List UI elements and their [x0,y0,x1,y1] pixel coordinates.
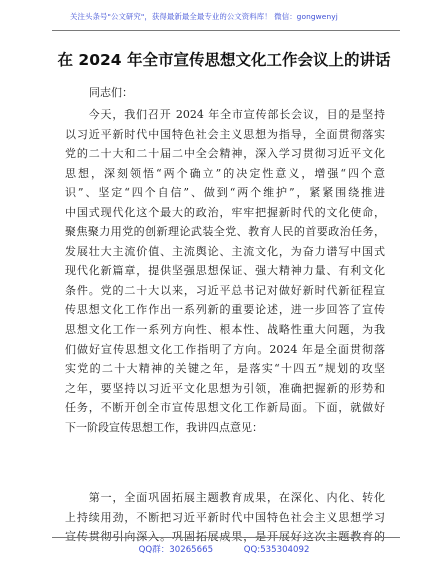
paragraph-line: 思想，深刻领悟“两个确立”的决定性意义，增强“四个意 [65,166,385,180]
paragraph-line: 下一阶段宣传思想工作，我讲四点意见： [65,420,263,434]
paragraph-line: 党的二十大和二十届二中全会精神，深入学习贯彻习近平文化 [65,147,385,161]
salutation: 同志们： [89,86,133,99]
paragraph-line: 现代化新篇章，提供坚强思想保证、强大精神力量、有利文化 [65,264,385,278]
footer-contact [0,543,448,555]
paragraph-line: 实党的二十大精神的关键之年，是落实“十四五”规划的攻坚 [65,362,385,376]
footer-qq-group: QQ群：30265665 [138,545,214,555]
footer-qq-number: QQ:535304092 [243,545,310,555]
paragraph-line: 传思想文化工作作出一系列新的重要论述，进一步回答了宣传 [65,303,385,317]
footer-divider [52,537,400,538]
paragraph-line: 以习近平新时代中国特色社会主义思想为指导，全面贯彻落实 [65,127,385,141]
paragraph-line: 识”、坚定“四个自信”、做到“两个维护”，紧紧围绕推进 [65,186,385,200]
paragraph-line: 之年，要坚持以习近平文化思想为引领，准确把握新的形势和 [65,381,385,395]
paragraph-line: 上持续用劲，不断把习近平新时代中国特色社会主义思想学习 [65,510,385,524]
paragraph-line: 聚焦聚力用党的创新理论武装全党、教育人民的首要政治任务， [65,225,385,239]
paragraph-line: 条件。党的二十大以来，习近平总书记对做好新时代新征程宣 [65,283,385,297]
paragraph-line: 第一，全面巩固拓展主题教育成果，在深化、内化、转化 [65,491,385,504]
paragraph-line: 们做好宣传思想文化工作指明了方向。2024 年是全面贯彻落 [65,342,385,356]
paragraph-line: 中国式现代化这个最大的政治，牢牢把握新时代的文化使命， [65,205,385,219]
paragraph-line: 宣传贯彻引向深入。巩固拓展成果，是开展好这次主题教育的 [65,530,385,544]
paragraph-line: 发展壮大主流价值、主流舆论、主流文化，为奋力谱写中国式 [65,244,385,258]
paragraph-line: 任务，不断开创全市宣传思想文化工作新局面。下面，就做好 [65,401,385,415]
promo-banner-text: 关注头条号"公文研究"，获得最新最全最专业的公文资料库！ 微信：gongwenyj [70,12,338,21]
paragraph-line: 思想文化工作一系列方向性、根本性、战略性重大问题，为我 [65,323,385,337]
header-divider [52,30,400,31]
document-title: 在 2024 年全市宣传思想文化工作会议上的讲话 [57,51,391,69]
paragraph-line: 今天，我们召开 2024 年全市宣传部长会议，目的是坚持 [65,108,385,121]
paragraph-1 [65,105,385,437]
